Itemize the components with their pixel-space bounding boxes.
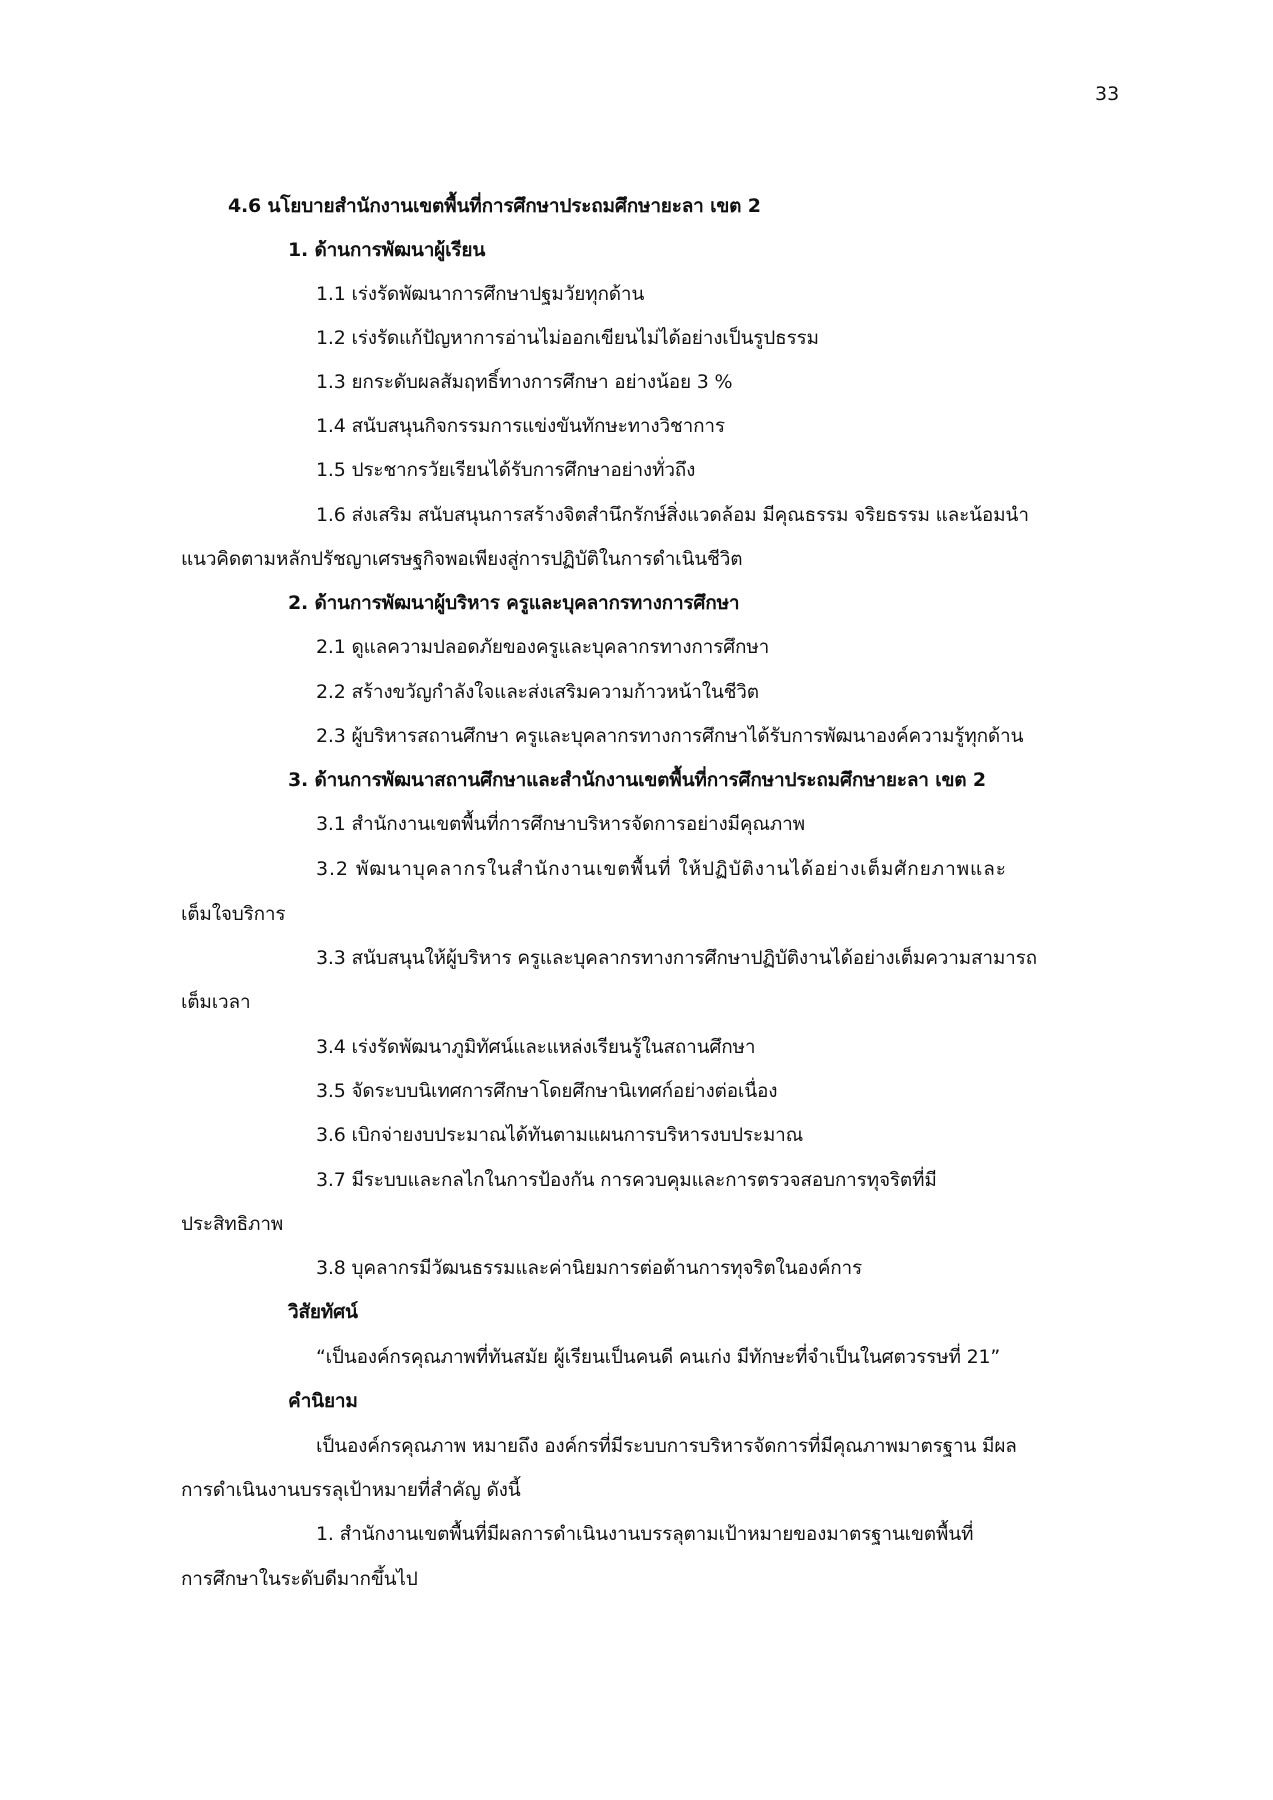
definition-paragraph: เป็นองค์กรคุณภาพ หมายถึง องค์กรที่มีระบบการบริหารจัดการที่มีคุณภาพมาตรฐาน มีผล	[316, 1435, 1017, 1457]
list-item-3-2-continuation: เต็มใจบริการ	[181, 903, 286, 925]
list-item-1-2: 1.2 เร่งรัดแก้ปัญหาการอ่านไม่ออกเขียนไม่ได้อย่างเป็นรูปธรรม	[316, 327, 819, 349]
list-item-1-3: 1.3 ยกระดับผลสัมฤทธิ์ทางการศึกษา อย่างน้อย 3 %	[316, 371, 733, 393]
list-item-2-3: 2.3 ผู้บริหารสถานศึกษา ครูและบุคลากรทางการศึกษาได้รับการพัฒนาองค์ความรู้ทุกด้าน	[316, 725, 1024, 747]
list-item-1-1: 1.1 เร่งรัดพัฒนาการศึกษาปฐมวัยทุกด้าน	[316, 283, 645, 305]
list-item-3-6: 3.6 เบิกจ่ายงบประมาณได้ทันตามแผนการบริหารงบประมาณ	[316, 1124, 804, 1146]
list-item-3-2: 3.2 พัฒนาบุคลากรในสำนักงานเขตพื้นที่ ให้ปฏิบัติงานได้อย่างเต็มศักยภาพและ	[316, 858, 1007, 880]
definition-item-1: 1. สำนักงานเขตพื้นที่มีผลการดำเนินงานบรรลุตามเป้าหมายของมาตรฐานเขตพื้นที่	[316, 1523, 974, 1545]
list-item-3-3-continuation: เต็มเวลา	[181, 991, 251, 1013]
list-item-1-6-continuation: แนวคิดตามหลักปรัชญาเศรษฐกิจพอเพียงสู่การปฏิบัติในการดำเนินชีวิต	[181, 548, 743, 570]
vision-title: วิสัยทัศน์	[288, 1301, 358, 1323]
page-number: 33	[1095, 83, 1120, 105]
list-item-3-5: 3.5 จัดระบบนิเทศการศึกษาโดยศึกษานิเทศก์อย่างต่อเนื่อง	[316, 1080, 778, 1102]
group-1-title: 1. ด้านการพัฒนาผู้เรียน	[288, 239, 486, 261]
list-item-3-8: 3.8 บุคลากรมีวัฒนธรรมและค่านิยมการต่อต้านการทุจริตในองค์การ	[316, 1257, 862, 1279]
section-heading: 4.6 นโยบายสำนักงานเขตพื้นที่การศึกษาประถมศึกษายะลา เขต 2	[228, 195, 761, 217]
list-item-1-5: 1.5 ประชากรวัยเรียนได้รับการศึกษาอย่างทั่วถึง	[316, 459, 696, 481]
list-item-3-4: 3.4 เร่งรัดพัฒนาภูมิทัศน์และแหล่งเรียนรู้ในสถานศึกษา	[316, 1036, 756, 1058]
list-item-2-1: 2.1 ดูแลความปลอดภัยของครูและบุคลากรทางการศึกษา	[316, 636, 770, 658]
list-item-2-2: 2.2 สร้างขวัญกำลังใจและส่งเสริมความก้าวหน้าในชีวิต	[316, 681, 759, 703]
list-item-3-7-continuation: ประสิทธิภาพ	[181, 1213, 284, 1235]
definition-paragraph-continuation: การดำเนินงานบรรลุเป้าหมายที่สำคัญ ดังนี้	[181, 1479, 521, 1501]
list-item-1-6: 1.6 ส่งเสริม สนับสนุนการสร้างจิตสำนึกรักษ์สิ่งแวดล้อม มีคุณธรรม จริยธรรม และน้อมนำ	[316, 504, 1029, 526]
vision-statement: “เป็นองค์กรคุณภาพที่ทันสมัย ผู้เรียนเป็นคนดี คนเก่ง มีทักษะที่จำเป็นในศตวรรษที่ 21”	[316, 1346, 1001, 1368]
list-item-3-3: 3.3 สนับสนุนให้ผู้บริหาร ครูและบุคลากรทางการศึกษาปฏิบัติงานได้อย่างเต็มความสามารถ	[316, 947, 1037, 969]
list-item-1-4: 1.4 สนับสนุนกิจกรรมการแข่งขันทักษะทางวิชาการ	[316, 415, 725, 437]
definition-item-1-continuation: การศึกษาในระดับดีมากขึ้นไป	[181, 1568, 418, 1590]
definition-title: คำนิยาม	[288, 1390, 358, 1412]
list-item-3-7: 3.7 มีระบบและกลไกในการป้องกัน การควบคุมและการตรวจสอบการทุจริตที่มี	[316, 1169, 937, 1191]
group-2-title: 2. ด้านการพัฒนาผู้บริหาร ครูและบุคลากรทางการศึกษา	[288, 592, 740, 614]
list-item-3-1: 3.1 สำนักงานเขตพื้นที่การศึกษาบริหารจัดการอย่างมีคุณภาพ	[316, 813, 805, 835]
group-3-title: 3. ด้านการพัฒนาสถานศึกษาและสำนักงานเขตพื้นที่การศึกษาประถมศึกษายะลา เขต 2	[288, 769, 986, 791]
